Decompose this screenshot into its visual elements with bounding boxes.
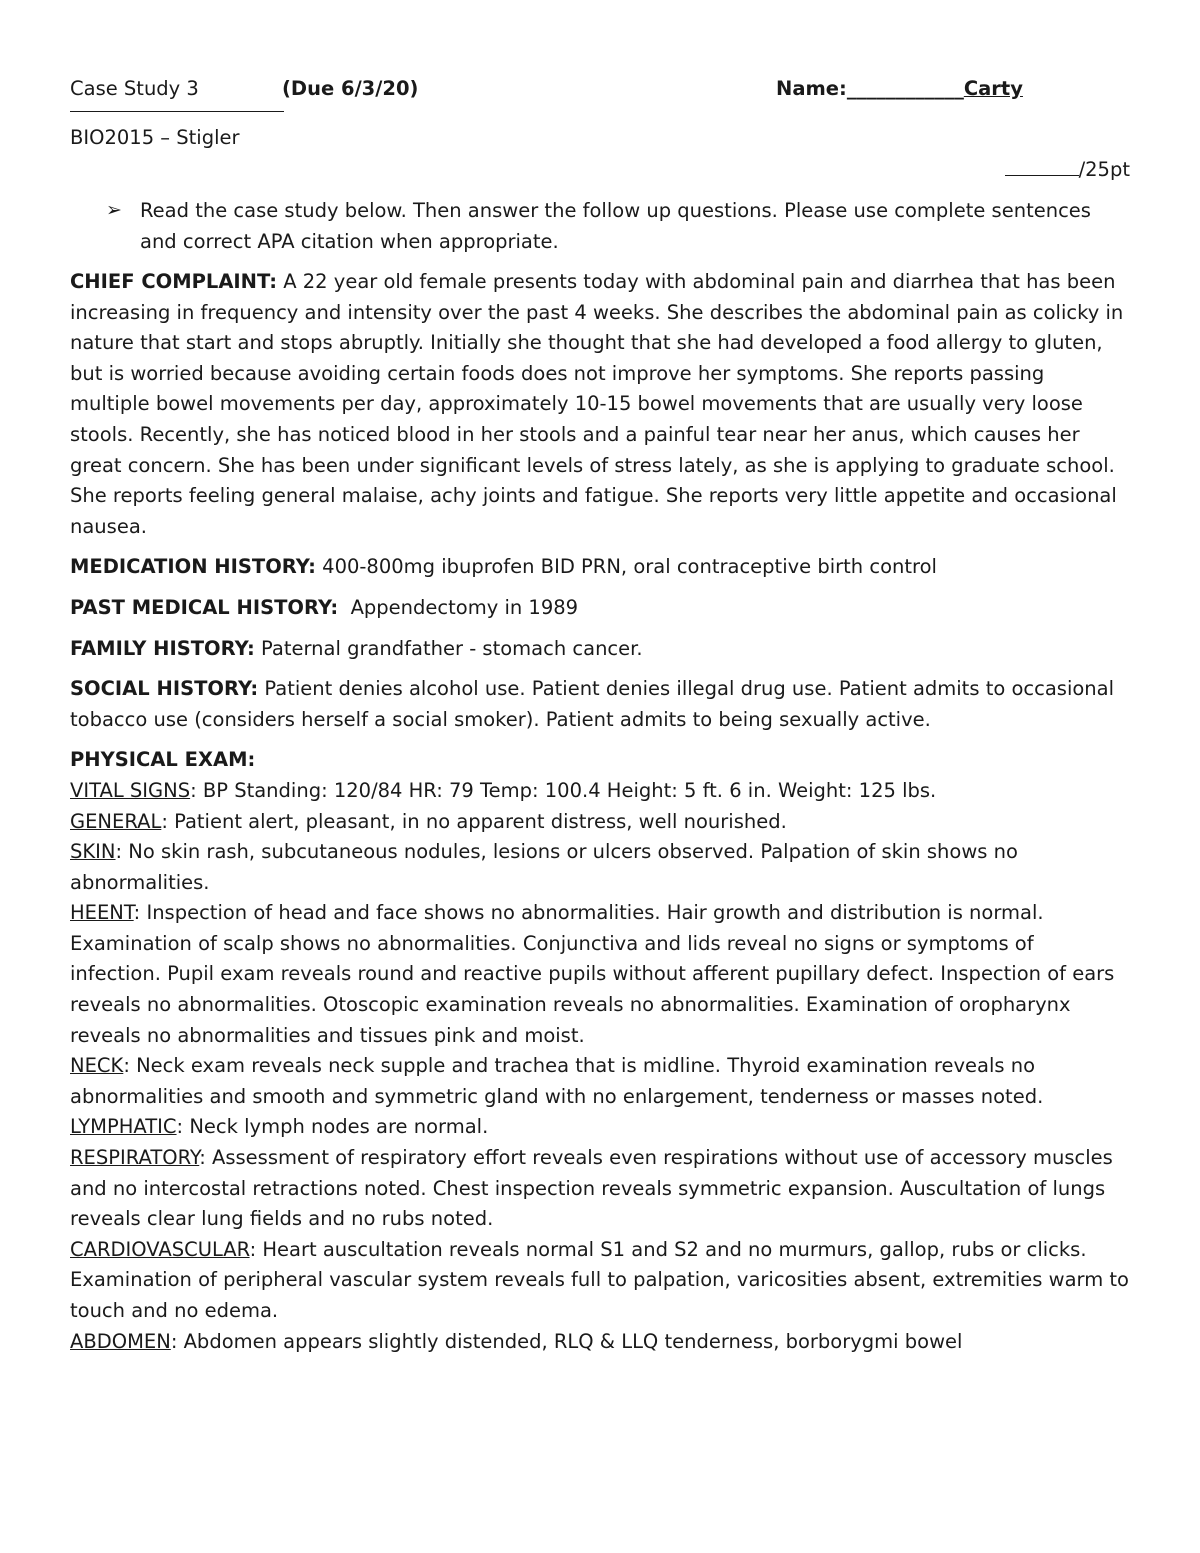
name-underline-rule	[70, 111, 284, 112]
exam-item-skin	[70, 837, 1130, 898]
exam-item-label: VITAL SIGNS	[70, 778, 191, 802]
exam-item-label: RESPIRATORY	[70, 1146, 200, 1170]
header-row	[70, 74, 1130, 106]
exam-item-label: HEENT	[70, 901, 134, 925]
family-history-section	[70, 634, 1130, 665]
past-medical-history-text: Appendectomy in 1989	[338, 595, 579, 619]
exam-item-vital-signs	[70, 776, 1130, 807]
chief-complaint-label: CHIEF COMPLAINT:	[70, 270, 278, 293]
due-date: (Due 6/3/20)	[282, 77, 419, 100]
exam-item-text: : No skin rash, subcutaneous nodules, lesions or ulcers observed. Palpation of skin shows no abnormalities.	[70, 840, 1018, 894]
exam-item-text: : Assessment of respiratory effort reveals even respirations without use of accessory muscles and no intercostal retractions noted. Chest inspection reveals symmetric expansion. Auscultation of lungs reveals clear lung fields and no rubs noted.	[70, 1146, 1113, 1231]
exam-item-text: : Patient alert, pleasant, in no apparent distress, well nourished.	[161, 809, 787, 833]
social-history-label: SOCIAL HISTORY:	[70, 677, 259, 701]
medication-history-label: MEDICATION HISTORY:	[70, 555, 316, 579]
exam-item-label: ABDOMEN	[70, 1329, 171, 1353]
exam-item-label: LYMPHATIC	[70, 1115, 177, 1139]
instructions-text: Read the case study below. Then answer the follow up questions. Please use complete sentences and correct APA citation when appropriate.	[140, 199, 1091, 253]
exam-item-label: GENERAL	[70, 809, 162, 833]
chief-complaint-section	[70, 267, 1130, 542]
physical-exam-label: PHYSICAL EXAM:	[70, 748, 256, 772]
arrow-bullet-icon: ➢	[106, 199, 122, 221]
exam-item-text: : Neck exam reveals neck supple and trachea that is midline. Thyroid examination reveals no abnormalities and smooth and symmetric gland with no enlargement, tenderness or masses noted.	[70, 1054, 1044, 1108]
chief-complaint-text: A 22 year old female presents today with abdominal pain and diarrhea that has been increasing in frequency and intensity over the past 4 weeks. She describes the abdominal pain as colicky in nature that start and stops abruptly. Initially she thought that she had developed a food allergy to gluten, but is worried because avoiding certain foods does not improve her symptoms. She reports passing multiple bowel movements per day, approximately 10-15 bowel movements that are usually very loose stools. Recently, she has noticed blood in her stools and a painful tear near her anus, which causes her great concern. She has been under significant levels of stress lately, as she is applying to graduate school. She reports feeling general malaise, achy joints and fatigue. She reports very little appetite and occasional nausea.	[70, 270, 1124, 538]
document-page	[70, 74, 1130, 1357]
points-total: /25pt	[1078, 158, 1130, 181]
instructions	[70, 195, 1130, 257]
exam-item-general	[70, 807, 1130, 838]
course-line: BIO2015 – Stigler	[70, 126, 240, 149]
score-blank	[1005, 155, 1079, 176]
exam-item-text: : Heart auscultation reveals normal S1 and S2 and no murmurs, gallop, rubs or clicks. Examination of peripheral vascular system reveals full to palpation, varicosities absent, extremities warm to touch and no edema.	[70, 1237, 1129, 1322]
family-history-text: Paternal grandfather - stomach cancer.	[254, 636, 643, 660]
exam-item-label: SKIN	[70, 840, 116, 864]
student-name: Carty	[963, 77, 1023, 100]
social-history-section	[70, 674, 1130, 735]
points-line	[70, 155, 1130, 185]
exam-item-label: NECK	[70, 1054, 124, 1078]
exam-item-lymphatic	[70, 1112, 1130, 1143]
medication-history-text: 400-800mg ibuprofen BID PRN, oral contraceptive birth control	[315, 555, 937, 579]
case-study-title: Case Study 3	[70, 77, 199, 100]
exam-item-text: : Neck lymph nodes are normal.	[176, 1115, 489, 1139]
exam-item-neck	[70, 1051, 1130, 1112]
name-label: Name:____________	[776, 77, 964, 100]
past-medical-history-section	[70, 593, 1130, 624]
physical-exam-section	[70, 745, 1130, 1357]
exam-item-heent	[70, 898, 1130, 1051]
past-medical-history-label: PAST MEDICAL HISTORY:	[70, 595, 339, 619]
name-line	[776, 74, 1023, 104]
exam-item-cardiovascular	[70, 1235, 1130, 1327]
exam-item-text: : Abdomen appears slightly distended, RLQ & LLQ tenderness, borborygmi bowel	[170, 1329, 963, 1353]
exam-item-text: : BP Standing: 120/84 HR: 79 Temp: 100.4 Height: 5 ft. 6 in. Weight: 125 lbs.	[190, 778, 937, 802]
exam-item-abdomen	[70, 1327, 1130, 1358]
medication-history-section	[70, 552, 1130, 583]
family-history-label: FAMILY HISTORY:	[70, 636, 255, 660]
exam-item-text: : Inspection of head and face shows no abnormalities. Hair growth and distribution is normal. Examination of scalp shows no abnormalities. Conjunctiva and lids reveal no signs or symptoms of infection. Pupil exam reveals round and reactive pupils without afferent pupillary defect. Inspection of ears reveals no abnormalities. Otoscopic examination reveals no abnormalities. Examination of oropharynx reveals no abnormalities and tissues pink and moist.	[70, 901, 1115, 1047]
social-history-text: Patient denies alcohol use. Patient denies illegal drug use. Patient admits to occasional tobacco use (considers herself a social smoker). Patient admits to being sexually active.	[70, 677, 1115, 731]
exam-item-label: CARDIOVASCULAR	[70, 1237, 250, 1261]
exam-item-respiratory	[70, 1143, 1130, 1235]
